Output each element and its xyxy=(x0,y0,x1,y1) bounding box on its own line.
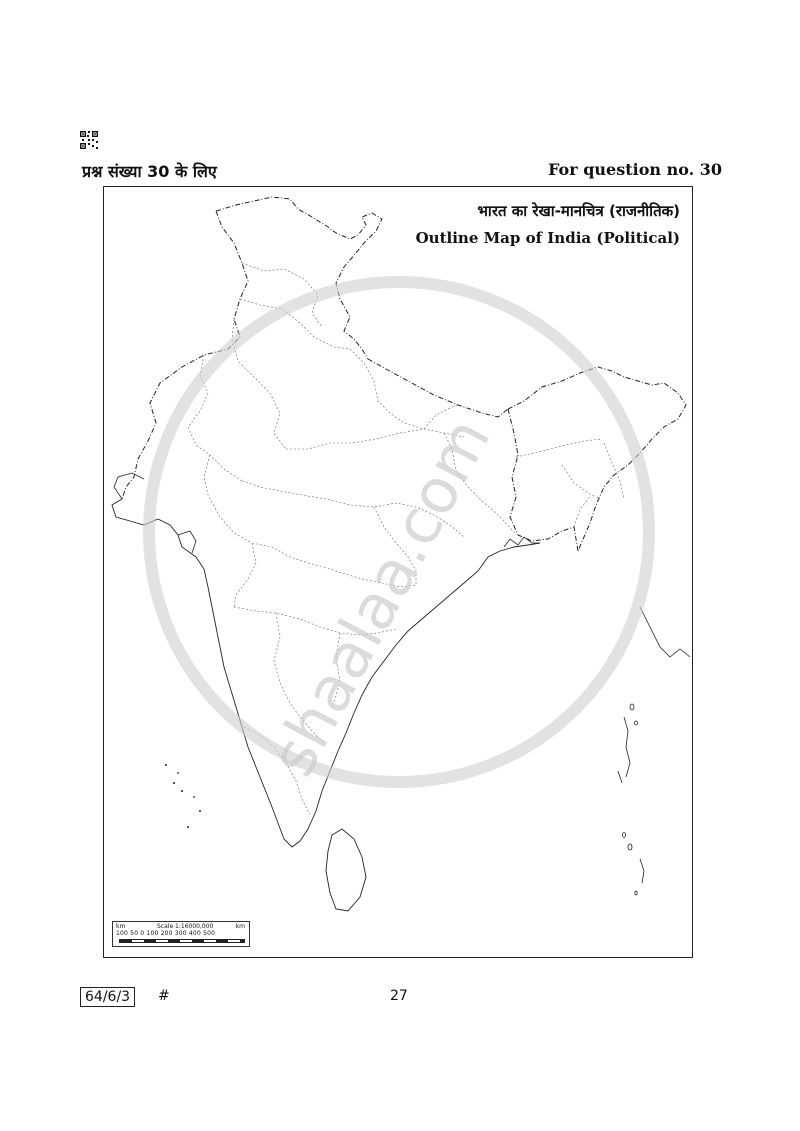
kathiawar-coast xyxy=(114,473,144,499)
andaman-nicobar-islands xyxy=(618,704,644,895)
international-boundary-nepal xyxy=(368,359,508,417)
qr-code-icon xyxy=(80,131,98,149)
scale-unit-left: km xyxy=(116,923,126,930)
international-boundary-west xyxy=(122,211,248,499)
state-boundaries xyxy=(188,263,624,815)
paper-code: 64/6/3 xyxy=(80,987,135,1007)
scale-unit-right: km xyxy=(235,923,245,930)
international-boundary-north xyxy=(216,197,382,359)
scale-ratio: Scale 1:16000,000 xyxy=(157,923,214,930)
page-number: 27 xyxy=(390,988,408,1004)
scale-ticks: 100 50 0 100 200 300 400 500 xyxy=(116,930,216,937)
lakshadweep-islands xyxy=(165,764,201,828)
international-boundary-northeast xyxy=(508,367,686,551)
scale-bar-graphic xyxy=(119,939,245,943)
map-frame xyxy=(103,186,693,958)
watermark-text: shaalaa.com xyxy=(255,406,505,788)
myanmar-coast xyxy=(640,607,690,657)
question-label-hindi: प्रश्न संख्या 30 के लिए xyxy=(82,162,217,181)
coastline xyxy=(112,499,540,847)
scale-bar xyxy=(112,921,250,947)
international-boundary-bangladesh xyxy=(508,409,578,551)
hash-mark: # xyxy=(158,988,170,1004)
map-title-hindi: भारत का रेखा-मानचित्र (राजनीतिक) xyxy=(477,202,680,220)
question-label-english: For question no. 30 xyxy=(548,160,722,179)
sri-lanka xyxy=(326,829,366,911)
map-title-english: Outline Map of India (Political) xyxy=(415,229,680,247)
india-outline-map xyxy=(104,187,693,958)
